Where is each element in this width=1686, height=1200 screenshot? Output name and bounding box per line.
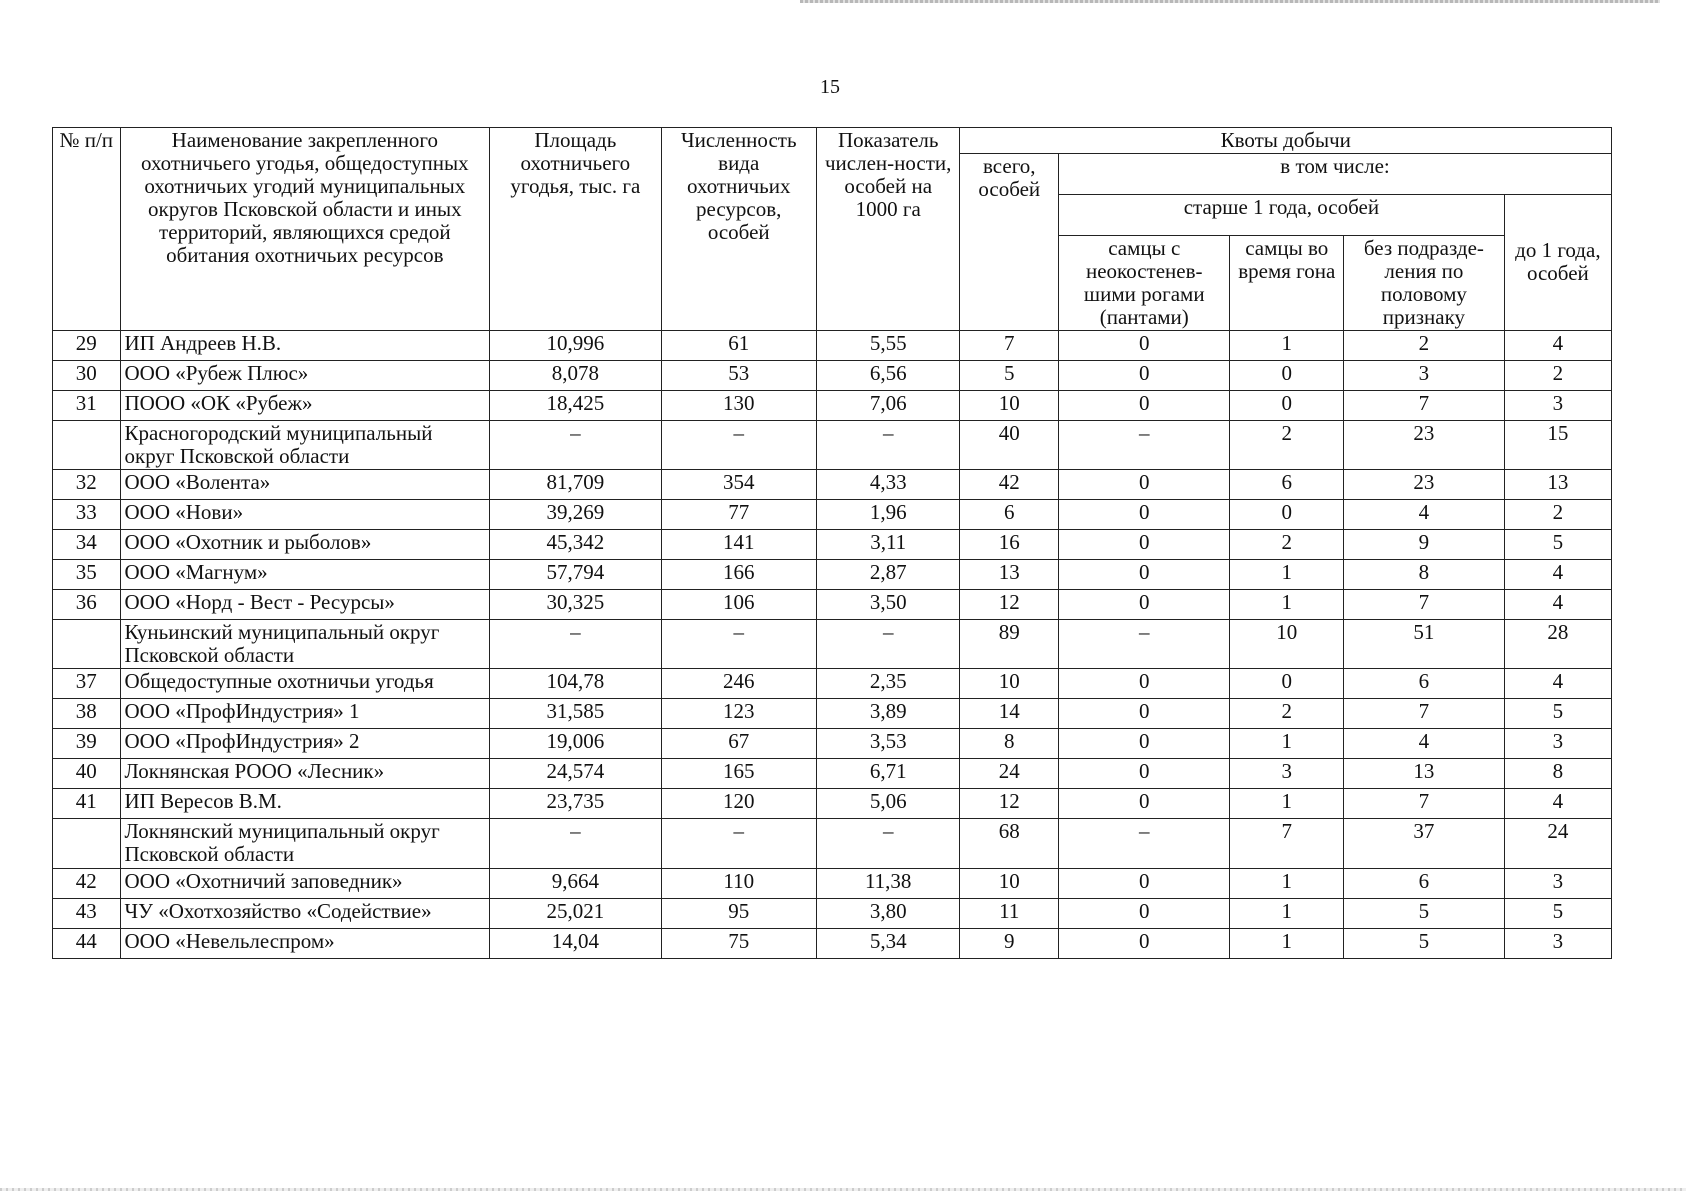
- cell-total: 89: [960, 620, 1059, 669]
- cell-males-rut: 1: [1230, 590, 1344, 620]
- cell-males-rut: 1: [1230, 560, 1344, 590]
- cell-under1: 4: [1504, 669, 1611, 699]
- cell-under1: 4: [1504, 590, 1611, 620]
- cell-no-sex: 7: [1344, 590, 1505, 620]
- cell-num: [53, 620, 121, 669]
- cell-males-rut: 1: [1230, 729, 1344, 759]
- cell-area: 8,078: [490, 361, 661, 391]
- cell-name: ООО «Невельлеспром»: [120, 928, 490, 958]
- cell-num: 30: [53, 361, 121, 391]
- cell-no-sex: 6: [1344, 669, 1505, 699]
- cell-under1: 4: [1504, 331, 1611, 361]
- cell-no-sex: 23: [1344, 470, 1505, 500]
- cell-area: 10,996: [490, 331, 661, 361]
- header-density: Показатель числен-ности, особей на 1000 га: [816, 128, 960, 331]
- cell-under1: 4: [1504, 560, 1611, 590]
- cell-name: ООО «Норд - Вест - Ресурсы»: [120, 590, 490, 620]
- cell-area: 9,664: [490, 868, 661, 898]
- cell-name: Локнянская РООО «Лесник»: [120, 759, 490, 789]
- cell-no-sex: 37: [1344, 819, 1505, 868]
- cell-count: 106: [661, 590, 816, 620]
- cell-area: 23,735: [490, 789, 661, 819]
- cell-num: 36: [53, 590, 121, 620]
- cell-under1: 5: [1504, 530, 1611, 560]
- cell-males-rut: 0: [1230, 669, 1344, 699]
- cell-count: 141: [661, 530, 816, 560]
- cell-males-rut: 2: [1230, 530, 1344, 560]
- cell-name: Локнянский муниципальный округ Псковской области: [120, 819, 490, 868]
- cell-area: 24,574: [490, 759, 661, 789]
- cell-num: [53, 819, 121, 868]
- header-quota: Квоты добычи: [960, 128, 1612, 154]
- table-row: [53, 530, 1612, 560]
- cell-density: 4,33: [816, 470, 960, 500]
- cell-total: 10: [960, 391, 1059, 421]
- cell-area: 19,006: [490, 729, 661, 759]
- cell-males-rut: 1: [1230, 868, 1344, 898]
- cell-count: 77: [661, 500, 816, 530]
- cell-count: 354: [661, 470, 816, 500]
- cell-num: 33: [53, 500, 121, 530]
- cell-no-sex: 6: [1344, 868, 1505, 898]
- table-row: [53, 898, 1612, 928]
- cell-males-rut: 1: [1230, 789, 1344, 819]
- cell-males-rut: 1: [1230, 928, 1344, 958]
- table-body: [53, 331, 1612, 959]
- cell-total: 14: [960, 699, 1059, 729]
- table-row: [53, 470, 1612, 500]
- cell-males-rut: 1: [1230, 331, 1344, 361]
- cell-count: –: [661, 620, 816, 669]
- cell-males-velvet: –: [1059, 620, 1230, 669]
- header-total: всего, особей: [960, 154, 1059, 331]
- cell-count: 110: [661, 868, 816, 898]
- quota-table: [52, 127, 1612, 959]
- table-row: [53, 560, 1612, 590]
- cell-males-rut: 0: [1230, 361, 1344, 391]
- table-row: [53, 699, 1612, 729]
- table-row-district-total: [53, 421, 1612, 470]
- cell-under1: 24: [1504, 819, 1611, 868]
- header-no-sex: без подразде-ления по половому признаку: [1344, 235, 1505, 330]
- table-header: [53, 128, 1612, 331]
- cell-name: ООО «Охотник и рыболов»: [120, 530, 490, 560]
- cell-density: 3,80: [816, 898, 960, 928]
- cell-name: ПООО «ОК «Рубеж»: [120, 391, 490, 421]
- cell-males-rut: 3: [1230, 759, 1344, 789]
- cell-no-sex: 3: [1344, 361, 1505, 391]
- cell-males-velvet: 0: [1059, 530, 1230, 560]
- cell-males-rut: 2: [1230, 421, 1344, 470]
- cell-total: 42: [960, 470, 1059, 500]
- cell-area: –: [490, 819, 661, 868]
- cell-area: 18,425: [490, 391, 661, 421]
- cell-area: 104,78: [490, 669, 661, 699]
- cell-under1: 5: [1504, 898, 1611, 928]
- cell-total: 24: [960, 759, 1059, 789]
- cell-under1: 2: [1504, 361, 1611, 391]
- cell-name: ООО «Магнум»: [120, 560, 490, 590]
- cell-area: 25,021: [490, 898, 661, 928]
- cell-total: 6: [960, 500, 1059, 530]
- cell-name: ООО «ПрофИндустрия» 1: [120, 699, 490, 729]
- cell-name: ООО «Волента»: [120, 470, 490, 500]
- cell-name: Куньинский муниципальный округ Псковской области: [120, 620, 490, 669]
- cell-area: 81,709: [490, 470, 661, 500]
- cell-males-velvet: 0: [1059, 560, 1230, 590]
- table-row: [53, 391, 1612, 421]
- table-row: [53, 669, 1612, 699]
- cell-density: 5,06: [816, 789, 960, 819]
- header-area: Площадь охотничьего угодья, тыс. га: [490, 128, 661, 331]
- cell-density: 1,96: [816, 500, 960, 530]
- cell-no-sex: 4: [1344, 729, 1505, 759]
- cell-total: 12: [960, 789, 1059, 819]
- cell-under1: 13: [1504, 470, 1611, 500]
- cell-no-sex: 8: [1344, 560, 1505, 590]
- cell-total: 40: [960, 421, 1059, 470]
- cell-males-velvet: 0: [1059, 500, 1230, 530]
- cell-total: 13: [960, 560, 1059, 590]
- cell-total: 10: [960, 868, 1059, 898]
- table-row: [53, 928, 1612, 958]
- cell-num: 37: [53, 669, 121, 699]
- cell-density: 2,87: [816, 560, 960, 590]
- cell-name: ИП Андреев Н.В.: [120, 331, 490, 361]
- table-row: [53, 331, 1612, 361]
- cell-under1: 15: [1504, 421, 1611, 470]
- cell-density: –: [816, 620, 960, 669]
- cell-count: 75: [661, 928, 816, 958]
- cell-count: –: [661, 421, 816, 470]
- cell-no-sex: 5: [1344, 898, 1505, 928]
- cell-count: 95: [661, 898, 816, 928]
- cell-no-sex: 4: [1344, 500, 1505, 530]
- cell-count: 130: [661, 391, 816, 421]
- cell-name: ООО «Рубеж Плюс»: [120, 361, 490, 391]
- cell-males-velvet: 0: [1059, 898, 1230, 928]
- cell-under1: 5: [1504, 699, 1611, 729]
- cell-area: –: [490, 620, 661, 669]
- cell-males-velvet: 0: [1059, 868, 1230, 898]
- cell-under1: 2: [1504, 500, 1611, 530]
- table-row-district-total: [53, 819, 1612, 868]
- cell-num: 34: [53, 530, 121, 560]
- cell-density: 5,55: [816, 331, 960, 361]
- cell-density: 3,11: [816, 530, 960, 560]
- table-row: [53, 759, 1612, 789]
- cell-area: 39,269: [490, 500, 661, 530]
- header-count: Численность вида охотничьих ресурсов, особей: [661, 128, 816, 331]
- cell-males-velvet: 0: [1059, 759, 1230, 789]
- cell-count: 165: [661, 759, 816, 789]
- cell-count: 61: [661, 331, 816, 361]
- cell-males-rut: 6: [1230, 470, 1344, 500]
- cell-total: 8: [960, 729, 1059, 759]
- cell-density: 11,38: [816, 868, 960, 898]
- cell-density: 3,89: [816, 699, 960, 729]
- cell-count: 120: [661, 789, 816, 819]
- cell-males-velvet: 0: [1059, 729, 1230, 759]
- cell-count: 123: [661, 699, 816, 729]
- cell-density: 6,56: [816, 361, 960, 391]
- cell-num: 41: [53, 789, 121, 819]
- cell-num: 43: [53, 898, 121, 928]
- cell-name: Общедоступные охотничьи угодья: [120, 669, 490, 699]
- cell-total: 5: [960, 361, 1059, 391]
- cell-name: ООО «ПрофИндустрия» 2: [120, 729, 490, 759]
- cell-males-velvet: 0: [1059, 928, 1230, 958]
- cell-area: 31,585: [490, 699, 661, 729]
- cell-count: 67: [661, 729, 816, 759]
- cell-males-velvet: 0: [1059, 470, 1230, 500]
- cell-num: 42: [53, 868, 121, 898]
- cell-density: 3,50: [816, 590, 960, 620]
- cell-no-sex: 23: [1344, 421, 1505, 470]
- table-row: [53, 590, 1612, 620]
- cell-num: 32: [53, 470, 121, 500]
- cell-males-velvet: 0: [1059, 590, 1230, 620]
- cell-count: 53: [661, 361, 816, 391]
- cell-males-velvet: –: [1059, 819, 1230, 868]
- cell-under1: 3: [1504, 928, 1611, 958]
- cell-males-rut: 10: [1230, 620, 1344, 669]
- cell-total: 16: [960, 530, 1059, 560]
- cell-total: 10: [960, 669, 1059, 699]
- cell-under1: 4: [1504, 789, 1611, 819]
- cell-under1: 3: [1504, 391, 1611, 421]
- cell-no-sex: 51: [1344, 620, 1505, 669]
- scan-artifact-bottom: [0, 1188, 1686, 1191]
- cell-no-sex: 2: [1344, 331, 1505, 361]
- cell-under1: 8: [1504, 759, 1611, 789]
- scan-artifact-top: [800, 0, 1660, 3]
- header-older: старше 1 года, особей: [1059, 194, 1505, 235]
- cell-males-velvet: 0: [1059, 391, 1230, 421]
- table-row: [53, 500, 1612, 530]
- page-number: 15: [820, 76, 840, 98]
- cell-no-sex: 7: [1344, 391, 1505, 421]
- header-males-rut: самцы во время гона: [1230, 235, 1344, 330]
- cell-males-rut: 0: [1230, 391, 1344, 421]
- table-row: [53, 789, 1612, 819]
- cell-total: 11: [960, 898, 1059, 928]
- cell-total: 68: [960, 819, 1059, 868]
- cell-density: 5,34: [816, 928, 960, 958]
- cell-no-sex: 13: [1344, 759, 1505, 789]
- table-row-district-total: [53, 620, 1612, 669]
- cell-area: 30,325: [490, 590, 661, 620]
- cell-males-velvet: 0: [1059, 789, 1230, 819]
- cell-under1: 3: [1504, 868, 1611, 898]
- cell-name: ООО «Нови»: [120, 500, 490, 530]
- cell-area: 14,04: [490, 928, 661, 958]
- cell-count: 166: [661, 560, 816, 590]
- cell-males-velvet: 0: [1059, 699, 1230, 729]
- cell-area: –: [490, 421, 661, 470]
- cell-no-sex: 9: [1344, 530, 1505, 560]
- cell-density: 6,71: [816, 759, 960, 789]
- cell-males-rut: 1: [1230, 898, 1344, 928]
- cell-area: 45,342: [490, 530, 661, 560]
- table-row: [53, 361, 1612, 391]
- cell-density: –: [816, 819, 960, 868]
- header-under1: до 1 года, особей: [1504, 194, 1611, 330]
- table-row: [53, 868, 1612, 898]
- cell-num: 39: [53, 729, 121, 759]
- header-name: Наименование закрепленного охотничьего угодья, общедоступных охотничьих угодий муниципальных округов Псковской области и иных территорий, являющихся средой обитания охотничьих ресурсов: [120, 128, 490, 331]
- cell-density: 3,53: [816, 729, 960, 759]
- header-males-velvet: самцы с неокостенев-шими рогами (пантами): [1059, 235, 1230, 330]
- cell-num: 38: [53, 699, 121, 729]
- cell-count: –: [661, 819, 816, 868]
- table-row: [53, 729, 1612, 759]
- cell-under1: 28: [1504, 620, 1611, 669]
- cell-males-rut: 7: [1230, 819, 1344, 868]
- cell-no-sex: 7: [1344, 699, 1505, 729]
- cell-no-sex: 5: [1344, 928, 1505, 958]
- cell-num: 35: [53, 560, 121, 590]
- cell-no-sex: 7: [1344, 789, 1505, 819]
- cell-count: 246: [661, 669, 816, 699]
- cell-name: ЧУ «Охотхозяйство «Содействие»: [120, 898, 490, 928]
- cell-num: 31: [53, 391, 121, 421]
- header-including: в том числе:: [1059, 154, 1612, 195]
- cell-name: ИП Вересов В.М.: [120, 789, 490, 819]
- cell-density: 7,06: [816, 391, 960, 421]
- cell-males-rut: 2: [1230, 699, 1344, 729]
- cell-num: [53, 421, 121, 470]
- cell-num: 44: [53, 928, 121, 958]
- cell-males-rut: 0: [1230, 500, 1344, 530]
- cell-total: 9: [960, 928, 1059, 958]
- cell-num: 29: [53, 331, 121, 361]
- cell-name: Красногородский муниципальный округ Псковской области: [120, 421, 490, 470]
- cell-num: 40: [53, 759, 121, 789]
- cell-area: 57,794: [490, 560, 661, 590]
- cell-density: 2,35: [816, 669, 960, 699]
- cell-total: 7: [960, 331, 1059, 361]
- cell-under1: 3: [1504, 729, 1611, 759]
- cell-total: 12: [960, 590, 1059, 620]
- cell-males-velvet: 0: [1059, 361, 1230, 391]
- cell-males-velvet: 0: [1059, 669, 1230, 699]
- header-num: № п/п: [53, 128, 121, 331]
- cell-males-velvet: 0: [1059, 331, 1230, 361]
- cell-name: ООО «Охотничий заповедник»: [120, 868, 490, 898]
- cell-density: –: [816, 421, 960, 470]
- cell-males-velvet: –: [1059, 421, 1230, 470]
